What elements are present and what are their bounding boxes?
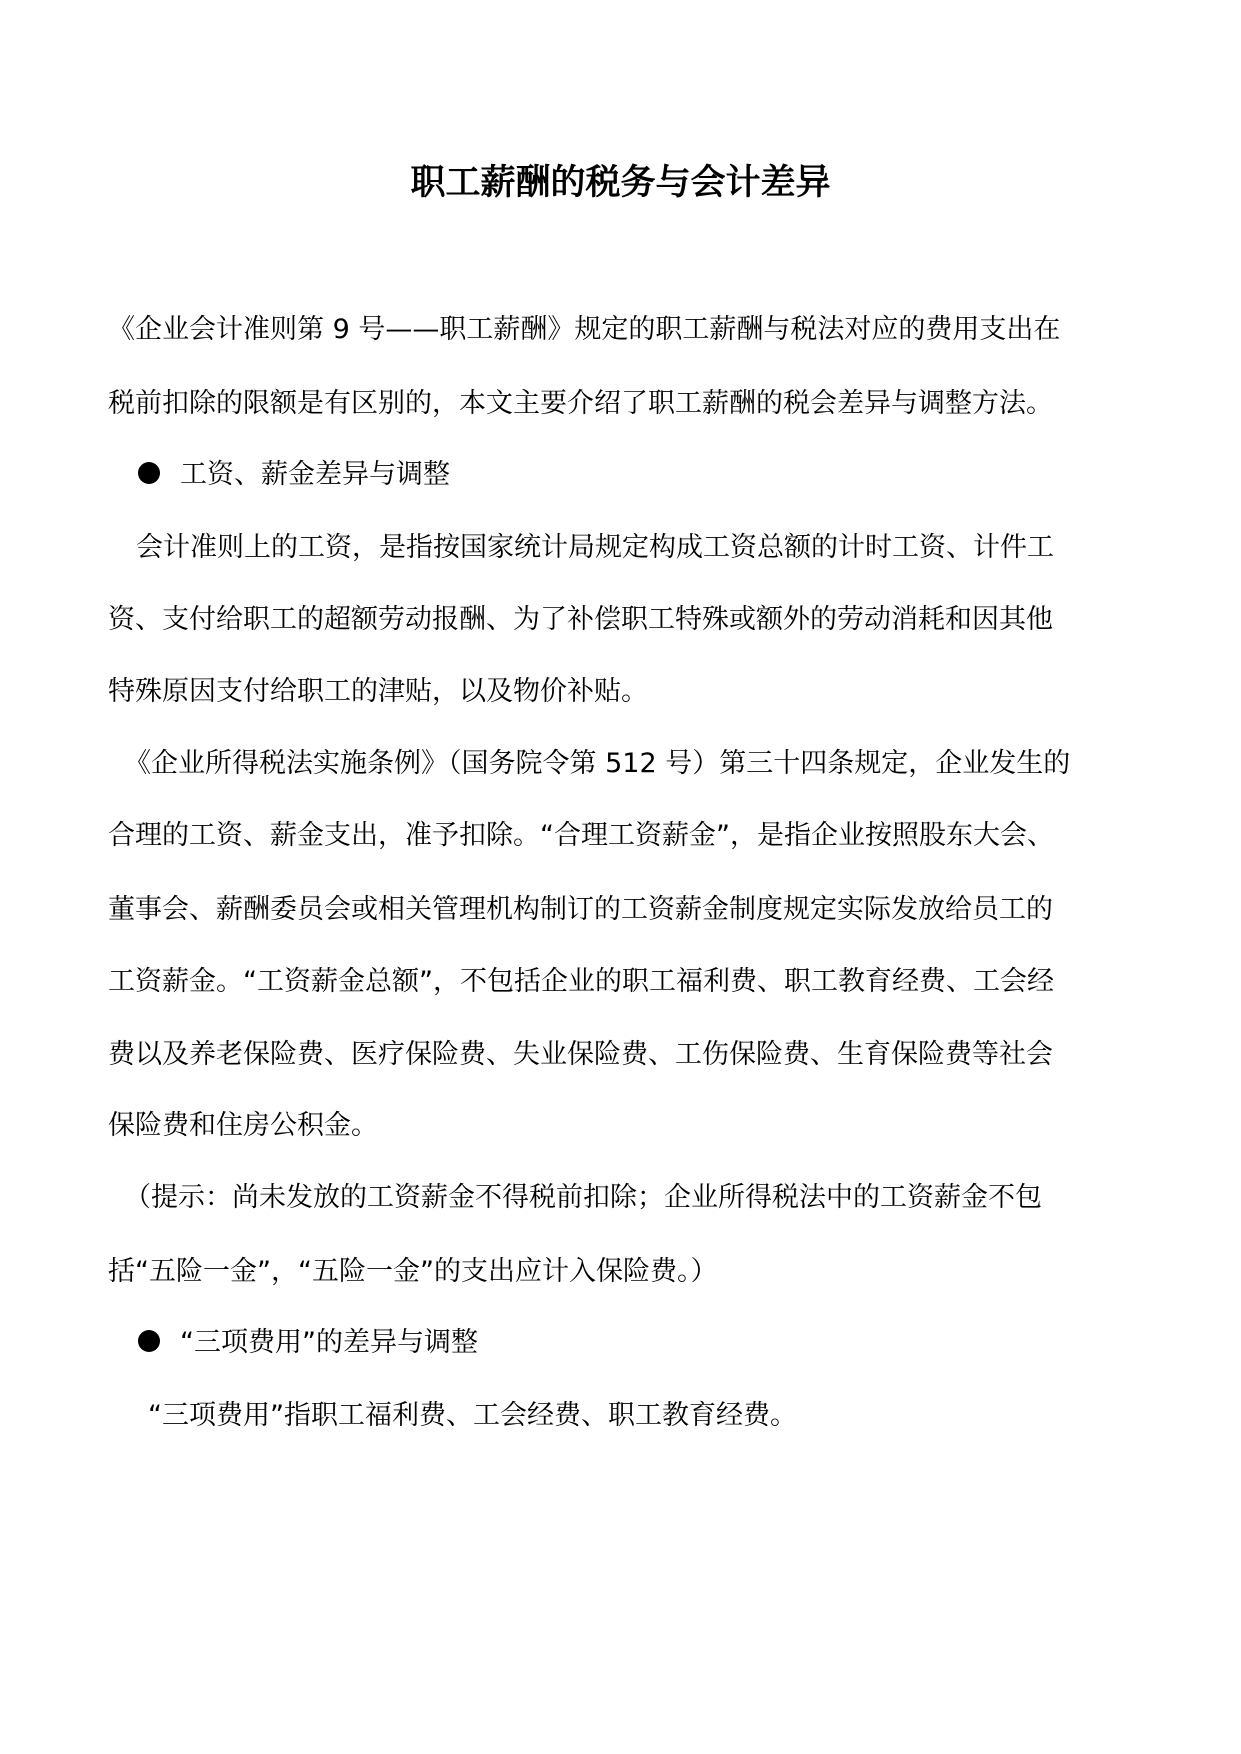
section1-para2-line-2: 合理的工资、薪金支出，准予扣除。“合理工资薪金”，是指企业按照股东大会、 [108,820,1054,851]
bullet-icon [138,1330,160,1352]
section1-para2-line-6: 保险费和住房公积金。 [108,1110,378,1141]
section1-para1-line-2: 资、支付给职工的超额劳动报酬、为了补偿职工特殊或额外的劳动消耗和因其他 [108,604,1053,635]
bullet-icon [138,462,160,484]
section1-heading-text: 工资、薪金差异与调整 [180,459,450,490]
intro-line-1: 《企业会计准则第 9 号——职工薪酬》规定的职工薪酬与税法对应的费用支出在 [108,314,1061,345]
section1-heading [138,455,450,495]
section1-para2-line-4: 工资薪金。“工资薪金总额”，不包括企业的职工福利费、职工教育经费、工会经 [108,966,1054,997]
document-title: 职工薪酬的税务与会计差异 [410,163,831,203]
section2-para1-line-1: “三项费用”指职工福利费、工会经费、职工教育经费。 [148,1400,797,1431]
section1-note-line-1: （提示：尚未发放的工资薪金不得税前扣除；企业所得税法中的工资薪金不包 [124,1182,1042,1213]
section1-note-line-2: 括“五险一金”，“五险一金”的支出应计入保险费。） [108,1256,718,1287]
section1-para2-line-5: 费以及养老保险费、医疗保险费、失业保险费、工伤保险费、生育保险费等社会 [108,1039,1053,1070]
intro-line-2: 税前扣除的限额是有区别的，本文主要介绍了职工薪酬的税会差异与调整方法。 [108,388,1053,419]
section1-para2-line-1: 《企业所得税法实施条例》（国务院令第 512 号）第三十四条规定，企业发生的 [124,748,1071,779]
section1-para1-line-1: 会计准则上的工资，是指按国家统计局规定构成工资总额的计时工资、计件工 [136,532,1054,563]
section1-para2-line-3: 董事会、薪酬委员会或相关管理机构制订的工资薪金制度规定实际发放给员工的 [108,894,1053,925]
section2-heading [138,1323,478,1363]
section1-para1-line-3: 特殊原因支付给职工的津贴，以及物价补贴。 [108,676,648,707]
section2-heading-text: “三项费用”的差异与调整 [180,1327,478,1358]
